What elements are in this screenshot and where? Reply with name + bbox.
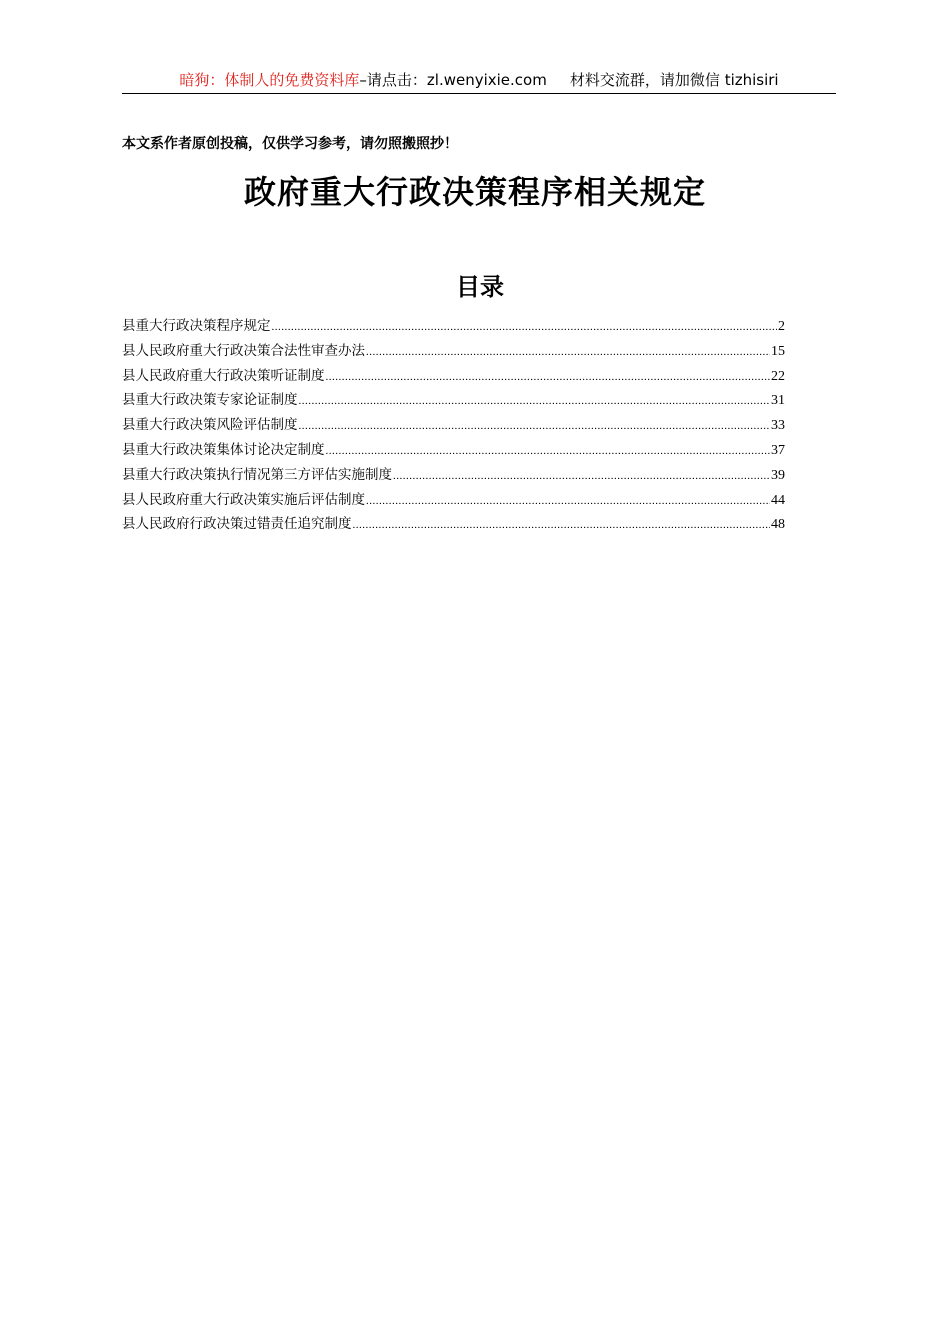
toc-leader (299, 391, 771, 411)
toc-leader (272, 317, 778, 337)
header-site-name: 暗狗：体制人的免费资料库 (179, 71, 360, 89)
toc-item[interactable] (122, 415, 785, 440)
toc-item-page: 31 (771, 393, 785, 409)
copyright-notice: 本文系作者原创投稿，仅供学习参考，请勿照搬照抄！ (122, 136, 458, 152)
header-wechat-text: 材料交流群，请加微信 tizhisiri (569, 71, 779, 89)
toc-item[interactable] (122, 366, 785, 391)
toc-item-page: 33 (771, 418, 785, 434)
toc-leader (326, 367, 771, 387)
toc-leader (366, 342, 770, 362)
toc-item[interactable] (122, 514, 785, 539)
toc-item[interactable] (122, 440, 785, 465)
toc-item-page: 22 (771, 368, 785, 384)
header-link-prefix: –请点击： (359, 71, 427, 89)
toc-leader (366, 491, 770, 511)
toc-item-page: 39 (771, 467, 785, 483)
toc-item-label: 县重大行政决策风险评估制度 (122, 417, 298, 434)
toc-leader (353, 515, 771, 535)
header-divider (122, 93, 836, 94)
toc-item-label: 县重大行政决策专家论证制度 (122, 392, 298, 409)
toc-item-label: 县人民政府重大行政决策合法性审查办法 (122, 342, 365, 359)
toc-item[interactable] (122, 490, 785, 515)
toc-leader (326, 441, 771, 461)
table-of-contents (122, 316, 785, 539)
toc-item-label: 县人民政府行政决策过错责任追究制度 (122, 516, 352, 533)
toc-item-page: 37 (771, 442, 785, 458)
toc-item[interactable] (122, 316, 785, 341)
toc-item-page: 2 (778, 319, 785, 334)
toc-item-page: 44 (771, 492, 785, 508)
toc-item-label: 县人民政府重大行政决策听证制度 (122, 367, 325, 384)
toc-item[interactable] (122, 465, 785, 490)
toc-leader (299, 416, 771, 436)
toc-item-label: 县人民政府重大行政决策实施后评估制度 (122, 491, 365, 508)
toc-item-label: 县重大行政决策执行情况第三方评估实施制度 (122, 466, 392, 483)
toc-heading: 目录 (456, 272, 504, 301)
toc-item[interactable] (122, 341, 785, 366)
toc-item[interactable] (122, 390, 785, 415)
toc-item-page: 48 (771, 517, 785, 533)
document-title: 政府重大行政决策程序相关规定 (243, 173, 706, 211)
header-link[interactable]: zl.wenyixie.com (426, 71, 547, 89)
toc-item-page: 15 (771, 343, 785, 359)
toc-item-label: 县重大行政决策程序规定 (122, 318, 271, 334)
toc-item-label: 县重大行政决策集体讨论决定制度 (122, 441, 325, 458)
toc-leader (393, 466, 770, 486)
page-header (122, 70, 836, 90)
